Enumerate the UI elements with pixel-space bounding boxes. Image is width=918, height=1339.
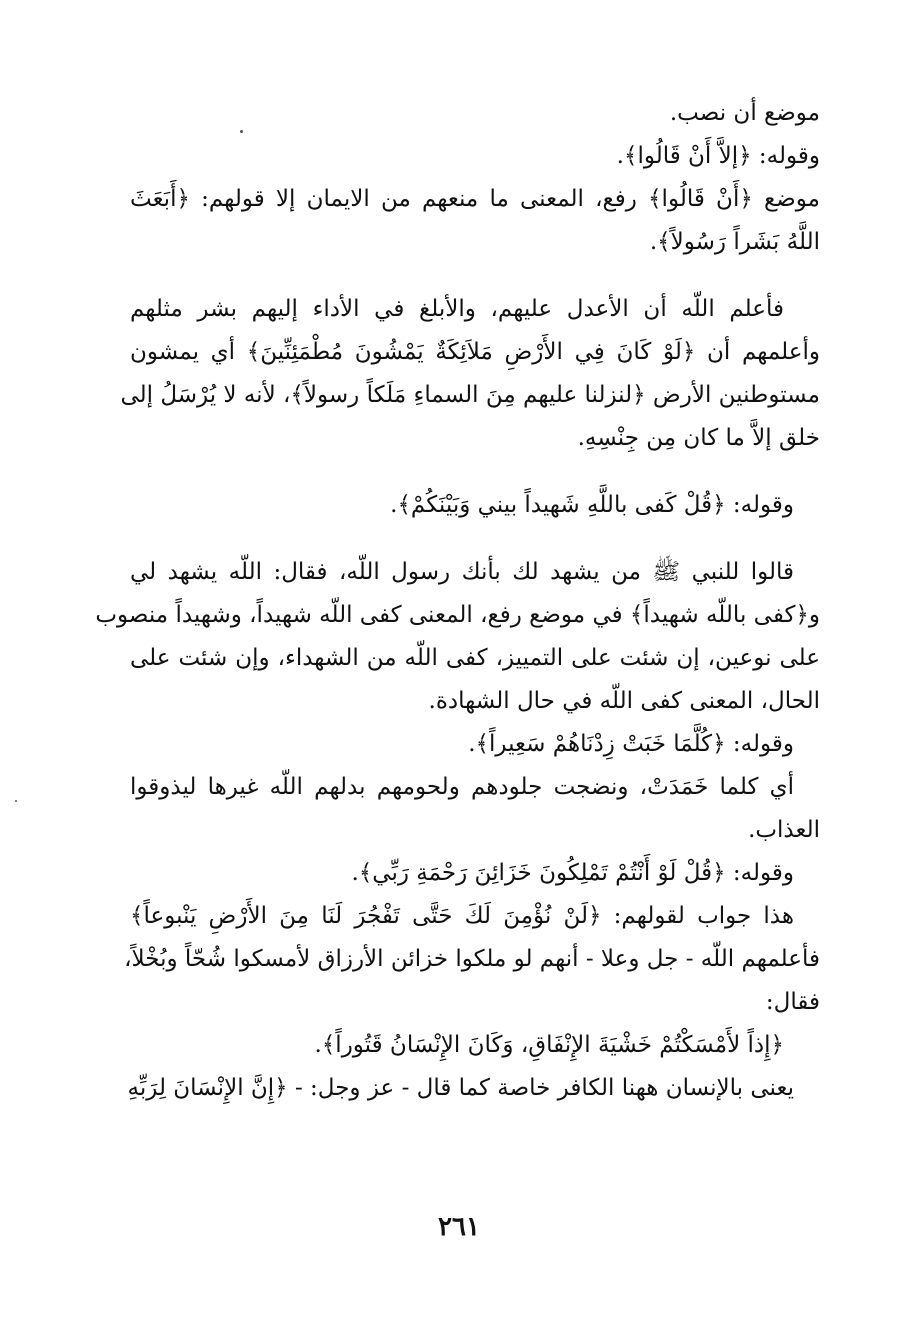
text-line: مستوطنين الأرض ﴿لنزلنا عليهم مِنَ السماءِ مَلَكاً رسولاً﴾، لأنه لا يُرْسَلُ إلى [120,382,820,408]
text-line: قالوا للنبي ﷺ من يشهد لك بأنك رسول اللّه، فقال: اللّه يشهد لي [130,559,794,585]
text-line: موضع ﴿أَنْ قَالُوا﴾ رفع، المعنى ما منعهم من الايمان إلا قولهم: ﴿أَبَعَثَ [130,186,820,212]
text-line: وقوله: ﴿قُلْ كَفى باللَّهِ شَهيداً بيني وَبَيْنَكُمْ﴾. [390,492,794,518]
text-line: موضع أن نصب. [669,100,820,126]
text-line: فأعلمهم اللّه - جل وعلا - أنهم لو ملكوا خزائن الأرزاق لأمسكوا شُحّاً وبُخْلاً، [124,946,820,972]
text-line: العذاب. [748,817,820,843]
text-line: يعنى بالإنسان ههنا الكافر خاصة كما قال - عز وجل: - ﴿إِنَّ الإِنْسَانَ لِرَبِّهِ [127,1075,794,1101]
text-line: هذا جواب لقولهم: ﴿لَنْ نُؤْمِنَ لَكَ حَتَّى تَفْجُرَ لَنَا مِنَ الأَرْضِ يَنْبوعاً﴾ [130,903,794,929]
text-line: وقوله: ﴿قُلْ لَوْ أَنْتُمْ تَمْلِكُونَ خَزَائِنَ رَحْمَةِ رَبِّي﴾. [351,860,794,886]
page-number: ٢٦١ [438,1212,480,1242]
page-body-text [95,92,820,1110]
text-line: وقوله: ﴿كُلَّمَا خَبَتْ زِدْنَاهُمْ سَعِيراً﴾. [468,731,794,757]
text-line: على نوعين، إن شئت على التمييز، كفى اللّه من الشهداء، وإن شئت على [130,645,820,671]
scan-speck [15,800,17,802]
text-line: الحال، المعنى كفى اللّه في حال الشهادة. [428,688,820,714]
text-line: وقوله: ﴿إلاَّ أَنْ قَالُوا﴾. [616,143,820,169]
text-line: و﴿كفى باللّه شهيداً﴾ في موضع رفع، المعنى كفى اللّه شهيداً، وشهيداً منصوب [95,602,820,628]
scan-speck [240,130,243,133]
text-line: ﴿إِذاً لأَمْسَكْتُمْ خَشْيَةَ الإِنْفَاقِ، وَكَانَ الإِنْسَانُ قَتُوراً﴾. [314,1032,784,1058]
paragraph-gap [130,264,820,288]
text-line: أي كلما خَمَدَتْ، ونضجت جلودهم ولحومهم بدلهم اللّه غيرها ليذوقوا [130,774,794,800]
text-line: فقال: [765,989,820,1015]
text-line: اللَّهُ بَشَراً رَسُولاً﴾. [649,229,820,255]
text-line: خلق إلاَّ ما كان مِن جِنْسِهِ. [577,425,820,451]
text-line: فأعلم اللّه أن الأعدل عليهم، والأبلغ في الأداء إليهم بشر مثلهم [130,296,784,322]
paragraph-gap [130,527,820,551]
paragraph-gap [130,460,820,484]
text-line: وأعلمهم أن ﴿لَوْ كَانَ فِي الأَرْضِ مَلاَئِكَةٌ يَمْشُونَ مُطْمَئِنِّينَ﴾ أي يمشون [130,339,820,365]
